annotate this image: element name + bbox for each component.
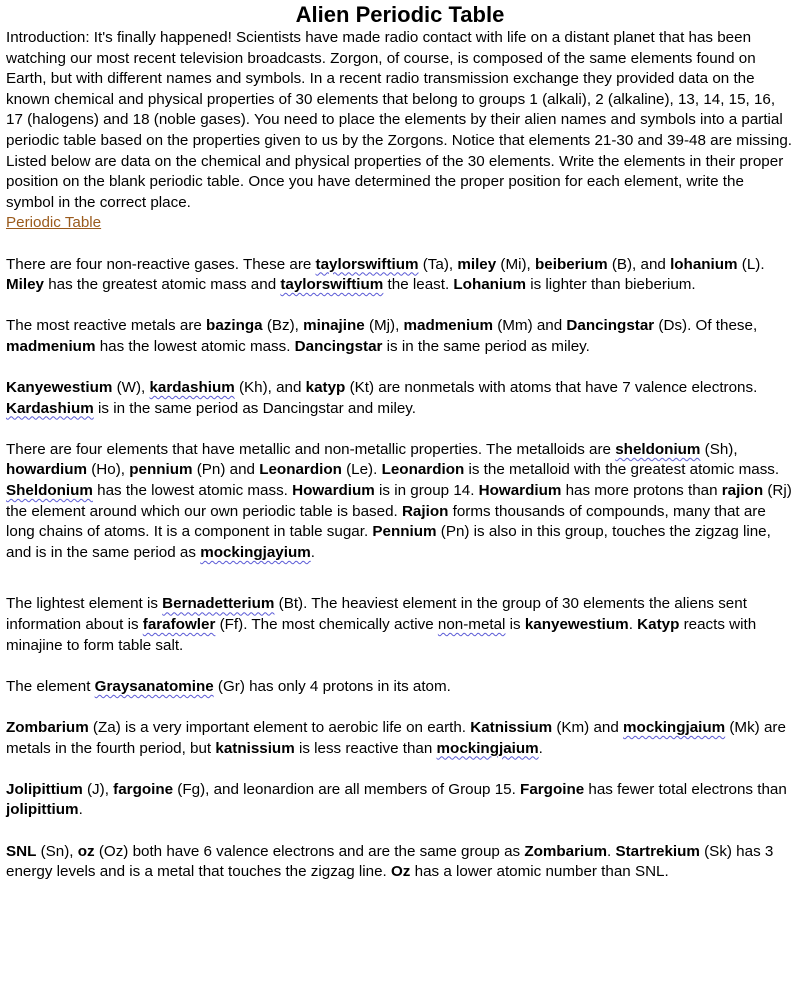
element-name: fargoine — [113, 780, 174, 798]
element-name: Howardium — [292, 482, 375, 500]
element-name: madmenium — [403, 317, 493, 335]
text-run: (Ff). The most chemically active — [215, 616, 438, 634]
element-name: Miley — [6, 276, 44, 294]
element-name: bazinga — [206, 317, 263, 335]
element-name: Pennium — [372, 523, 437, 541]
clue-paragraph — [6, 780, 794, 821]
element-name: mockingjaium — [436, 739, 539, 757]
text-run: has more protons than — [561, 482, 722, 500]
element-name: Sheldonium — [6, 482, 93, 500]
element-name: Dancingstar — [566, 317, 655, 335]
text-run: There are four elements that have metallic and non-metallic properties. The metalloids are — [6, 440, 616, 458]
element-name: Zombarium — [6, 719, 89, 736]
clue-paragraph — [6, 594, 794, 656]
text-run: has the lowest atomic mass. — [95, 337, 295, 355]
text-run: There are four non-reactive gases. These are — [6, 255, 316, 273]
spacer — [6, 759, 794, 780]
text-run: (Ho), — [87, 461, 130, 479]
text-run: (Pn) and — [192, 461, 260, 479]
element-name: sheldonium — [615, 440, 701, 458]
element-name: Fargoine — [520, 780, 585, 798]
text-run: (Pn) is also in this group, touches the zigzag line, and is in the same period as — [6, 523, 771, 561]
text-run: . — [628, 616, 638, 634]
spacer — [6, 656, 794, 677]
text-run: The most reactive metals are — [6, 317, 207, 335]
element-name: Startrekium — [615, 842, 700, 860]
element-name: mockingjaium — [623, 719, 726, 736]
element-name: mockingjayium — [200, 543, 311, 561]
text-run: is in the same period as miley. — [382, 337, 590, 355]
text-run: (Mi), — [496, 255, 535, 273]
text-run: is in the same period as Dancingstar and miley. — [93, 399, 416, 417]
element-name: rajion — [721, 482, 764, 500]
clue-paragraph — [6, 842, 794, 883]
element-name: beiberium — [535, 255, 608, 273]
element-name: Kanyewestium — [6, 379, 113, 397]
text-run: is lighter than bieberium. — [525, 276, 696, 294]
text-run: (Mj), — [364, 317, 404, 335]
clue-paragraph — [6, 677, 794, 698]
element-name: Rajion — [401, 502, 449, 520]
periodic-table-link-line — [6, 213, 794, 234]
text-run: (Le). — [341, 461, 382, 479]
element-name: jolipittium — [6, 801, 79, 819]
text-run: has the lowest atomic mass. — [92, 482, 293, 500]
element-name: Zombarium — [524, 842, 608, 860]
spacer — [6, 697, 794, 718]
element-name: Lohanium — [453, 276, 526, 294]
element-name: miley — [457, 255, 497, 273]
element-name: Oz — [390, 863, 411, 881]
element-name: Katyp — [637, 616, 680, 634]
text-run: (Kh), and — [234, 379, 306, 397]
spacer — [6, 563, 794, 594]
text-run: . — [78, 801, 83, 819]
text-run: (Sk) has 3 energy levels and is a metal that touches the zigzag line. — [6, 842, 774, 881]
text-run: is — [505, 616, 525, 634]
text-run: (Sn), — [36, 842, 78, 860]
text-run: The lightest element is — [6, 595, 163, 613]
clue-paragraph — [6, 378, 794, 419]
element-name: SNL — [6, 842, 37, 860]
text-run: . — [310, 543, 315, 561]
text-run: has a lower atomic number than SNL. — [410, 863, 669, 881]
text-run: (Mk) are metals in the fourth period, but — [6, 719, 786, 757]
text-run: (Fg), and leonardion are all members of Group 15. — [173, 780, 521, 798]
element-name: minajine — [303, 317, 365, 335]
periodic-table-link[interactable]: Periodic Table — [6, 214, 102, 232]
text-run: (Bt). The heaviest element in the group of 30 elements the aliens sent information about is — [6, 595, 747, 634]
text-run: (Kt) are nonmetals with atoms that have 7 valence electrons. — [345, 379, 758, 397]
text-run: . — [538, 739, 543, 757]
text-run: (Mm) and — [493, 317, 567, 335]
spacer — [6, 419, 794, 440]
element-name: katnissium — [215, 739, 295, 757]
element-name: oz — [77, 842, 95, 860]
text-run: non-metal — [437, 616, 506, 634]
clue-paragraph — [6, 718, 794, 759]
document-body — [6, 28, 794, 883]
element-name: Katnissium — [470, 719, 553, 736]
text-run: the least. — [383, 276, 454, 294]
element-name: lohanium — [670, 255, 738, 273]
clue-paragraph — [6, 440, 794, 564]
text-run: is in group 14. — [374, 482, 479, 500]
text-run: (J), — [82, 780, 114, 798]
element-name: madmenium — [6, 337, 96, 355]
text-run: . — [607, 842, 616, 860]
text-run: (Rj) the element around which our own periodic table is based. — [6, 482, 792, 520]
text-run: is the metalloid with the greatest atomic mass. — [464, 461, 780, 479]
spacer — [6, 358, 794, 379]
element-name: Dancingstar — [294, 337, 383, 355]
element-name: kardashium — [149, 379, 235, 397]
element-name: Graysanatomine — [94, 677, 214, 695]
text-run: The element — [6, 677, 95, 695]
text-run: has the greatest atomic mass and — [43, 276, 281, 294]
element-name: Kardashium — [6, 399, 94, 417]
instructions-paragraph: Listed below are data on the chemical and physical properties of the 30 elements. Write the elements in their proper position on the blank periodic table. Once you have determined the proper position for each element, write the symbol in the correct place. — [6, 152, 784, 211]
text-run: (W), — [112, 379, 150, 397]
clue-paragraph — [6, 316, 794, 357]
intro-paragraph: Introduction: It's finally happened! Scientists have made radio contact with life on a distant planet that has been watching our most recent television broadcasts. Zorgon, of course, is composed of the same elements found on Earth, but with different names and symbols. In a recent radio transmission exchange they provided data on the known chemical and physical properties of 30 elements that belong to groups 1 (alkali), 2 (alkaline), 13, 14, 15, 16, 17 (halogens) and 18 (noble gases). You need to place the elements by their alien names and symbols into a partial periodic table based on the properties given to us by the Zorgons. Notice that elements 21-30 and 39-48 are missing. — [6, 29, 792, 149]
text-run: (L). — [737, 255, 765, 273]
text-run: (Za) is a very important element to aerobic life on earth. — [88, 719, 471, 736]
text-run: forms thousands of compounds, many that are long chains of atoms. It is a component in table sugar. — [6, 502, 766, 541]
element-name: Bernadetterium — [162, 595, 275, 613]
element-name: farafowler — [142, 616, 216, 634]
element-name: Leonardion — [381, 461, 465, 479]
element-name: kanyewestium — [524, 616, 629, 634]
text-run: (B), and — [607, 255, 671, 273]
element-name: Jolipittium — [6, 780, 83, 798]
element-name: katyp — [305, 379, 346, 397]
text-run: (Oz) both have 6 valence electrons and are the same group as — [94, 842, 525, 860]
element-name: taylorswiftium — [280, 276, 384, 294]
text-run: (Sh), — [700, 440, 738, 458]
element-name: Howardium — [478, 482, 562, 500]
text-run: (Km) and — [552, 719, 624, 736]
text-run: (Gr) has only 4 protons in its atom. — [213, 677, 451, 695]
text-run: reacts with minajine to form table salt. — [6, 616, 757, 654]
element-name: howardium — [6, 461, 88, 479]
text-run: (Bz), — [262, 317, 304, 335]
text-run: is less reactive than — [294, 739, 437, 757]
element-name: Leonardion — [259, 461, 342, 479]
element-name: taylorswiftium — [315, 255, 419, 273]
clue-paragraph — [6, 255, 794, 296]
text-run: (Ta), — [418, 255, 458, 273]
page-title: Alien Periodic Table — [295, 2, 505, 27]
spacer — [6, 296, 794, 317]
text-run: has fewer total electrons than — [584, 780, 787, 798]
spacer — [6, 234, 794, 255]
spacer — [6, 821, 794, 842]
text-run: (Ds). Of these, — [654, 317, 758, 335]
element-name: pennium — [129, 461, 193, 479]
